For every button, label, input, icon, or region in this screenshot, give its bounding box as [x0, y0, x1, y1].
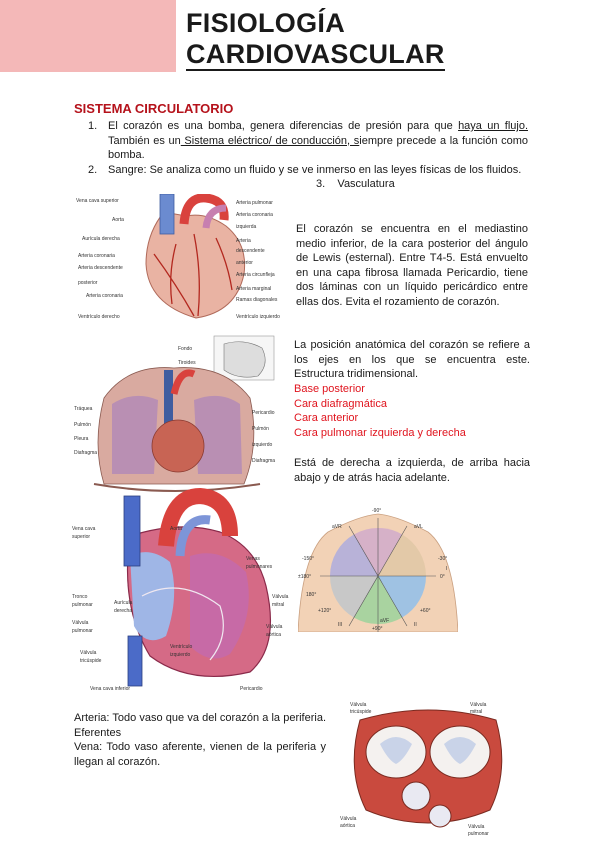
intro-list	[88, 119, 528, 177]
list-number: 2.	[88, 163, 98, 176]
coronary-heart-figure	[76, 194, 286, 322]
svg-text:-90°: -90°	[372, 508, 382, 514]
svg-text:Ventrículo izquierdo: Ventrículo izquierdo	[236, 314, 280, 320]
svg-text:Vena cava inferior: Vena cava inferior	[90, 686, 131, 692]
svg-text:Válvula: Válvula	[470, 702, 487, 708]
svg-text:descendente: descendente	[236, 248, 265, 254]
svg-text:derecha: derecha	[114, 608, 133, 614]
svg-text:Tronco: Tronco	[72, 594, 88, 600]
face-item: Cara anterior	[294, 412, 359, 425]
svg-text:Venas: Venas	[246, 556, 260, 562]
svg-text:pulmonar: pulmonar	[72, 602, 93, 608]
svg-text:Aorta: Aorta	[112, 217, 124, 223]
svg-text:aórtica: aórtica	[266, 632, 282, 638]
svg-text:Ramas diagonales: Ramas diagonales	[236, 297, 278, 303]
svg-text:Arteria marginal: Arteria marginal	[236, 286, 272, 292]
face-item: Cara diafragmática	[294, 397, 387, 410]
svg-text:Diafragma: Diafragma	[74, 450, 98, 456]
svg-text:Válvula: Válvula	[72, 620, 89, 626]
svg-text:Ventrículo derecho: Ventrículo derecho	[78, 314, 120, 320]
title-line-2: CARDIOVASCULAR	[186, 39, 445, 69]
list-text: iempre precede a la función como bomba.	[108, 134, 528, 161]
list-text: Sangre: Se analiza como un fluido y se ve inmerso en las leyes físicas de los fluidos.	[108, 163, 522, 176]
svg-text:+120°: +120°	[318, 608, 332, 614]
svg-text:Válvula: Válvula	[266, 624, 283, 630]
heart-faces-list	[294, 382, 530, 440]
svg-text:izquierdo: izquierdo	[170, 652, 191, 658]
list-item	[88, 119, 528, 163]
svg-text:Arteria coronaria: Arteria coronaria	[236, 212, 273, 218]
svg-text:Arteria coronaria: Arteria coronaria	[78, 253, 115, 259]
svg-text:tricúspide: tricúspide	[350, 709, 372, 715]
svg-text:Tráquea: Tráquea	[74, 406, 93, 412]
svg-text:Válvula: Válvula	[340, 816, 357, 822]
svg-text:Pericardio: Pericardio	[240, 686, 263, 692]
svg-text:+90°: +90°	[372, 626, 383, 632]
list-text: Vasculatura	[337, 178, 395, 190]
posicion-paragraph: La posición anatómica del corazón se refiere a los ejes en los que se encuentra este. Estructura tridimensional.	[294, 339, 530, 381]
svg-text:Aurícula derecha: Aurícula derecha	[82, 236, 120, 242]
svg-text:pulmonar: pulmonar	[468, 831, 489, 837]
svg-text:anterior: anterior	[236, 260, 253, 266]
svg-text:Pulmón: Pulmón	[252, 426, 269, 432]
svg-text:Válvula: Válvula	[468, 824, 485, 830]
header-accent-bar	[0, 0, 176, 72]
svg-text:Vena cava superior: Vena cava superior	[76, 198, 119, 204]
mediastino-paragraph: El corazón se encuentra en el mediastino medio inferior, de la cara posterior del ángulo de Lewis (esternal). Entre T4-5. Está envuelto en una capa fibrosa llamada Pericardio, tiene dos láminas con un líquido pericárdico entre ellas dos. Evita el rozamiento de corazón.	[296, 223, 528, 308]
heart-valves-figure	[340, 700, 516, 838]
svg-text:-30°: -30°	[438, 556, 448, 562]
list-number: 1.	[88, 120, 98, 132]
page-title	[186, 8, 445, 70]
svg-text:aVL: aVL	[414, 524, 423, 530]
svg-text:aVF: aVF	[380, 618, 390, 624]
svg-text:Aorta: Aorta	[170, 526, 182, 532]
coronary-right-labels	[236, 200, 280, 320]
svg-text:180°: 180°	[306, 592, 317, 598]
svg-text:III: III	[338, 622, 343, 628]
list-underlined: haya un flujo.	[458, 120, 528, 132]
title-line-1: FISIOLOGÍA	[186, 8, 346, 38]
svg-text:Arteria pulmonar: Arteria pulmonar	[236, 200, 273, 206]
svg-text:±180°: ±180°	[298, 574, 312, 580]
svg-text:Vena cava: Vena cava	[72, 526, 96, 532]
svg-text:pulmonar: pulmonar	[72, 628, 93, 634]
svg-text:Arteria descendente: Arteria descendente	[78, 265, 123, 271]
svg-text:izquierda: izquierda	[236, 224, 257, 230]
svg-text:0°: 0°	[440, 574, 445, 580]
svg-text:Arteria coronaria: Arteria coronaria	[86, 293, 123, 299]
list-item	[88, 163, 528, 178]
svg-text:Válvula: Válvula	[350, 702, 367, 708]
vena-paragraph: Vena: Todo vaso aferente, vienen de la periferia y llegan al corazón.	[74, 741, 326, 768]
svg-text:mitral: mitral	[470, 709, 483, 715]
list-text: También es un	[108, 134, 181, 147]
list-text: El corazón es una bomba, genera diferencias de presión para que	[108, 120, 459, 132]
svg-text:Válvula: Válvula	[272, 594, 289, 600]
svg-text:-150°: -150°	[302, 556, 315, 562]
svg-text:Tiroides: Tiroides	[178, 360, 196, 366]
svg-text:posterior: posterior	[78, 280, 98, 286]
svg-text:mitral: mitral	[272, 602, 285, 608]
arteria-paragraph: Arteria: Todo vaso que va del corazón a la periferia. Eferentes	[74, 712, 326, 739]
svg-text:Pleura: Pleura	[74, 436, 89, 442]
svg-text:+60°: +60°	[420, 608, 431, 614]
orientacion-paragraph: Está de derecha a izquierda, de arriba hacia abajo y de atrás hacia adelante.	[294, 457, 530, 484]
face-item: Base posterior	[294, 383, 365, 395]
svg-text:tricúspide: tricúspide	[80, 658, 102, 664]
svg-text:Válvula: Válvula	[80, 650, 97, 656]
svg-text:pulmonares: pulmonares	[246, 564, 273, 570]
svg-text:aórtica: aórtica	[340, 823, 356, 829]
svg-text:Aurícula: Aurícula	[114, 600, 133, 606]
coronary-left-labels	[76, 198, 124, 320]
section-heading: SISTEMA CIRCULATORIO	[74, 101, 234, 116]
list-item-vasculatura	[316, 178, 395, 190]
svg-text:Diafragma: Diafragma	[252, 458, 276, 464]
hexaxial-figure	[298, 492, 458, 632]
svg-text:Arteria circunfleja: Arteria circunfleja	[236, 272, 275, 278]
list-underlined: Sistema eléctrico/ de conducción, s	[180, 134, 360, 147]
svg-text:izquierdo: izquierdo	[252, 442, 273, 448]
svg-text:Arteria: Arteria	[236, 238, 251, 244]
heart-section-figure	[70, 476, 302, 694]
svg-text:I: I	[446, 566, 448, 572]
svg-text:II: II	[414, 622, 417, 628]
face-item: Cara pulmonar izquierda y derecha	[294, 426, 466, 439]
svg-text:Pulmón: Pulmón	[74, 422, 91, 428]
svg-text:Fondo: Fondo	[178, 346, 193, 352]
svg-text:Pericardio: Pericardio	[252, 410, 275, 416]
svg-text:superior: superior	[72, 534, 91, 540]
svg-text:Ventrículo: Ventrículo	[170, 644, 193, 650]
svg-text:aVR: aVR	[332, 524, 342, 530]
list-number: 3.	[316, 178, 326, 190]
